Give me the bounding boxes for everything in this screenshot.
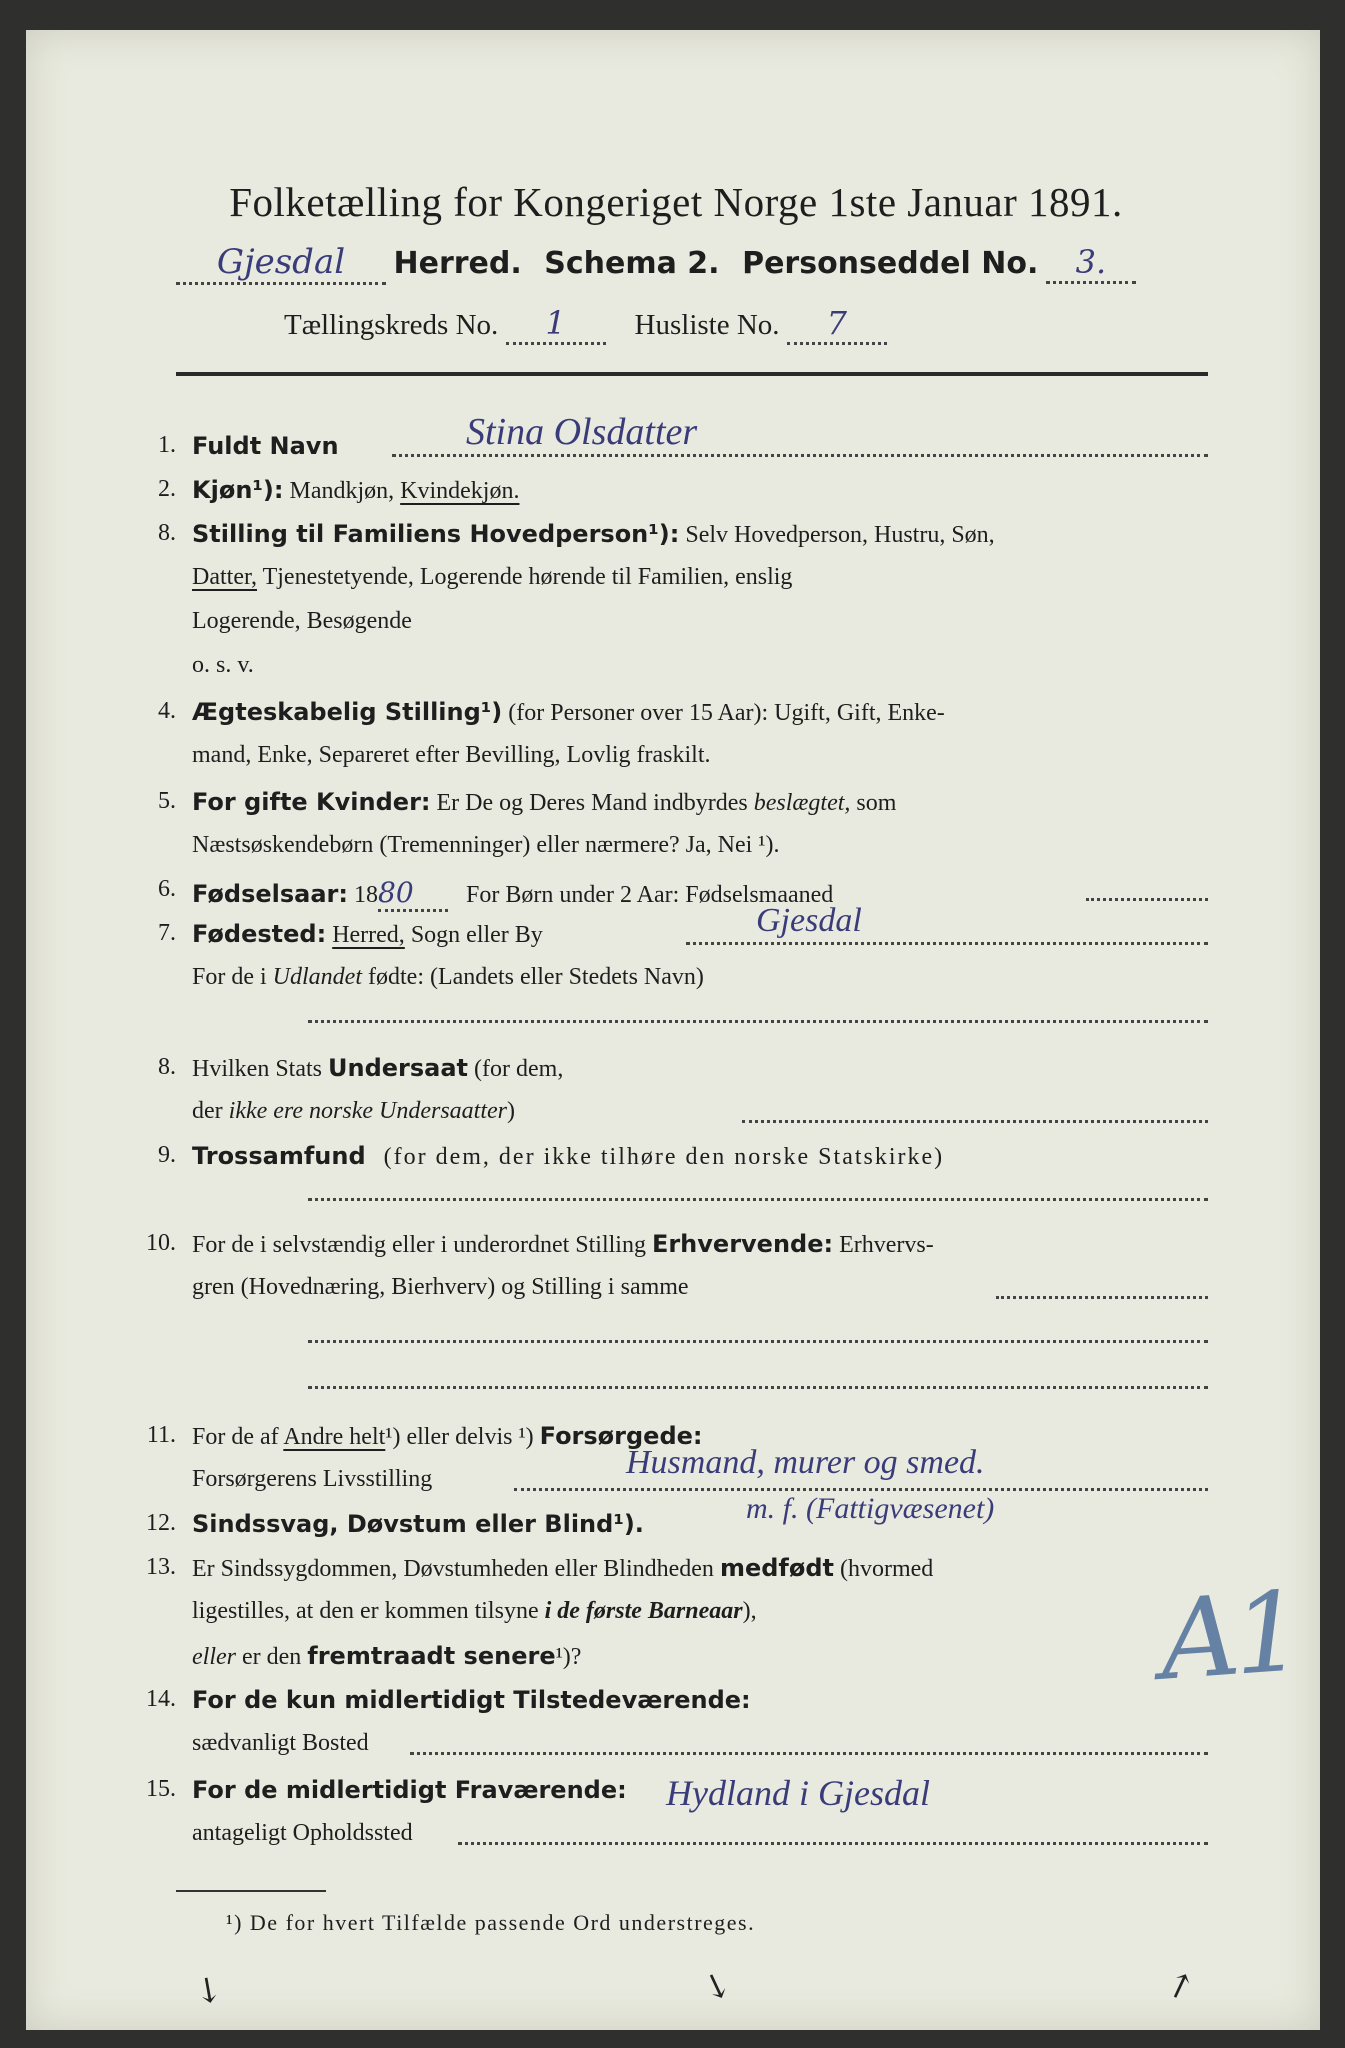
- field-9-number: 9.: [158, 1142, 176, 1168]
- field-7-line-2b: Udlandet: [272, 964, 362, 990]
- datter-underlined: Datter,: [192, 564, 258, 590]
- field-7-line-2a: For de i: [192, 964, 267, 990]
- husliste-value: 7: [787, 304, 887, 345]
- herred-underlined: Herred,: [332, 922, 405, 948]
- field-13-line-3a: eller: [192, 1644, 236, 1670]
- mandkjon: Mandkjøn,: [289, 478, 395, 504]
- field-7-number: 7.: [158, 920, 176, 946]
- full-name-value: Stina Olsdatter: [466, 411, 698, 453]
- field-6-number: 6.: [158, 876, 176, 902]
- personseddel-value: 3.: [1046, 243, 1136, 284]
- field-10-dotline-1: [996, 1296, 1208, 1299]
- header-line-1: [176, 242, 1136, 285]
- field-4-line-1: (for Personer over 15 Aar): Ugift, Gift, Enke-: [508, 700, 945, 726]
- field-8-number: 8.: [158, 1054, 176, 1080]
- provider-occupation-value: Husmand, murer og smed.: [626, 1444, 985, 1481]
- field-8-line-1c: (for dem,: [474, 1056, 564, 1082]
- footnote-rule: [176, 1890, 326, 1892]
- herred-value: Gjesdal: [176, 242, 386, 285]
- field-12-number: 12.: [146, 1510, 176, 1536]
- header-rule: [176, 372, 1208, 376]
- field-10-line-2: gren (Hovednæring, Bierhverv) og Stilling i samme: [192, 1274, 689, 1300]
- census-form-sheet: Folketælling for Kongeriget Norge 1ste Januar 1891. Gjesdal Herred. Schema 2. Personseddel No. 3. Tællingskreds No. 1 Husliste No. 7 1. Fuldt Navn Stina Olsdatter 2. Kjøn¹): Mandkjøn, Kvindekjøn. 8. Stilling til Familiens Hovedperson¹): Selv Hovedperson, Hustru, Søn, Datter, Tjenestetyende, Logerende hørende til Familien, enslig Logerende, Besøgende o. s. v. 4. Ægteskabelig Stilling¹) (for Personer over 15 Aar): Ugift, Gift, Enke- mand, Enke, Separeret efter Bevilling, Lovlig fraskilt. 5. For gifte Kvinder: Er De og Deres Mand indbyrdes beslægtet, som Næstsøskendebørn (Tremenninger) eller nærmere? Ja, Nei ¹). 6. Fødselsaar: 1880 For Børn under 2 Aar: Fødselsmaaned 7. Fødested: Herred, Sogn eller By Gjesdal For de i Udlandet fødte: (Landets eller Stedets Navn) 8. Hvilken Stats Undersaat (for dem, der ikke ere norske Undersaatter) 9. Trossamfund (for dem, der ikke tilhøre den norske Statskirke) 10. For de i selvstændig eller i underordnet Stilling Erhvervende: Erhvervs- gren (Hovednæring, Bierhverv) og Stilling i samme 11. For de af Andre helt¹) eller delvis ¹) Forsørgede: Forsørgerens Livsstilling Husmand, murer og smed. 12. Sindssvag, Døvstum eller Blind¹). m. f. (Fattigvæsenet) 13. Er Sindssygdommen, Døvstumheden eller Blindheden medfødt (hvormed ligestilles, at den er kommen tilsyne i de første Barneaar), eller er den fremtraadt senere¹)? 14. For de kun midlertidigt Tilstedeværende: sædvanligt Bosted 15. For de midlertidigt Fraværende: antageligt Opholdssted Hydland i Gjesdal ¹) De for hvert Tilfælde passende Ord understreges. A1 ↘ ↘ ↗: [26, 30, 1320, 2030]
- field-6-label: Fødselsaar:: [192, 880, 348, 908]
- field-13-line-2b: i de første Barneaar: [544, 1598, 743, 1624]
- field-1-label: Fuldt Navn: [192, 432, 339, 460]
- field-3-label: Stilling til Familiens Hovedperson¹):: [192, 520, 680, 548]
- field-3-line-4: o. s. v.: [192, 652, 254, 678]
- birth-year-prefix: 18: [354, 882, 378, 908]
- field-5-label: For gifte Kvinder:: [192, 788, 431, 816]
- field-9-label: Trossamfund: [192, 1142, 366, 1170]
- field-6-text: For Børn under 2 Aar: Fødselsmaaned: [466, 882, 834, 908]
- field-3-line-2-text: Tjenestetyende, Logerende hørende til Familien, enslig: [262, 564, 793, 590]
- field-14-dotline: [410, 1752, 1208, 1755]
- field-11-line-1c: ¹) eller delvis ¹): [385, 1424, 534, 1450]
- field-15-number: 15.: [146, 1776, 176, 1802]
- field-7-line-2: [192, 964, 704, 991]
- husliste-label: Husliste No.: [634, 309, 780, 341]
- birth-year-value: 80: [378, 876, 448, 912]
- field-8-line-2b: ikke ere norske Undersaatter: [228, 1098, 508, 1124]
- field-15-line-2: antageligt Opholdssted: [192, 1820, 413, 1846]
- field-4-number: 4.: [158, 698, 176, 724]
- field-9-text: (for dem, der ikke tilhøre den norske Statskirke): [383, 1144, 945, 1170]
- residence-value: Hydland i Gjesdal: [666, 1773, 930, 1813]
- field-14-line-2: sædvanligt Bosted: [192, 1730, 369, 1756]
- field-8-line-1b: Undersaat: [328, 1054, 469, 1082]
- taellingskreds-label: Tællingskreds No.: [284, 309, 499, 341]
- form-title: Folketælling for Kongeriget Norge 1ste Januar 1891.: [229, 179, 1123, 225]
- field-1-dotline: [392, 454, 1208, 457]
- field-6-dotline: [1086, 898, 1208, 901]
- field-1-number: 1.: [158, 432, 176, 458]
- field-8-dotline: [742, 1120, 1208, 1123]
- field-13-line-1c: (hvormed: [839, 1556, 934, 1582]
- field-15-label: For de midlertidigt Fraværende:: [192, 1776, 627, 1804]
- field-10-line-1a: For de i selvstændig eller i underordnet Stilling: [192, 1232, 646, 1258]
- field-5-number: 5.: [158, 788, 176, 814]
- field-14-label: For de kun midlertidigt Tilstedeværende:: [192, 1686, 751, 1714]
- field-10-dotline-2: [308, 1340, 1208, 1343]
- corner-mark-left: ↘: [185, 1965, 232, 2015]
- field-3-number: 8.: [158, 520, 176, 546]
- herred-label: Herred.: [393, 246, 522, 281]
- field-13-line-3: [192, 1642, 581, 1671]
- field-13-line-3b: er den: [241, 1644, 302, 1670]
- field-13-line-1b: medfødt: [719, 1554, 834, 1582]
- field-3-line-1: Selv Hovedperson, Hustru, Søn,: [685, 522, 995, 548]
- field-5-line-1a: Er De og Deres Mand indbyrdes: [436, 790, 748, 816]
- field-14-number: 14.: [146, 1686, 176, 1712]
- field-2-number: 2.: [158, 476, 176, 502]
- birthplace-value: Gjesdal: [756, 902, 862, 939]
- field-15-dotline: [458, 1842, 1208, 1845]
- field-7-dotline: [686, 942, 1208, 945]
- field-13-line-2: ligestilles, at den er kommen tilsyne i de første Barneaar),: [192, 1598, 757, 1624]
- corner-mark-right: ↗: [1160, 1962, 1201, 2010]
- schema-label: Schema 2.: [544, 246, 720, 281]
- taellingskreds-value: 1: [506, 304, 606, 345]
- field-13-line-1a: Er Sindssygdommen, Døvstumheden eller Blindheden: [192, 1556, 714, 1582]
- field-11-dotline: [514, 1488, 1208, 1491]
- field-10-line-1b: Erhvervende:: [651, 1230, 834, 1258]
- field-5-line-1c: som: [856, 790, 897, 816]
- field-7-line-2c: fødte: (Landets eller Stedets Navn): [368, 964, 704, 990]
- field-11-line-2: Forsørgerens Livsstilling: [192, 1466, 433, 1492]
- field-10-number: 10.: [146, 1230, 176, 1256]
- field-8-line-2a: der: [192, 1098, 223, 1124]
- field-13-number: 13.: [146, 1554, 176, 1580]
- field-10-dotline-3: [308, 1386, 1208, 1389]
- field-3-line-2: [192, 564, 792, 591]
- disability-value: m. f. (Fattigvæsenet): [746, 1492, 995, 1525]
- field-11-number: 11.: [146, 1422, 176, 1448]
- footnote: ¹) De for hvert Tilfælde passende Ord understreges.: [226, 1910, 756, 1935]
- corner-mark-center: ↘: [696, 1962, 737, 2010]
- field-11-line-1a: For de af: [192, 1424, 279, 1450]
- field-13-line-3c: fremtraadt senere: [307, 1642, 556, 1670]
- archive-stamp: A1: [1155, 1567, 1302, 1705]
- field-9-dotline: [308, 1198, 1208, 1201]
- field-3-line-3: Logerende, Besøgende: [192, 608, 412, 634]
- field-8-line-1a: Hvilken Stats: [192, 1056, 322, 1082]
- field-10-line-1c: Erhvervs-: [839, 1232, 934, 1258]
- field-5-line-2: Næstsøskendebørn (Tremenninger) eller nærmere? Ja, Nei ¹).: [192, 832, 780, 858]
- field-7-text: Sogn eller By: [410, 922, 543, 948]
- field-13-line-2a: ligestilles, at den er kommen tilsyne: [192, 1598, 539, 1624]
- personseddel-label: Personseddel No.: [742, 246, 1039, 281]
- header-line-2: [284, 304, 887, 345]
- field-7-blank-line: [308, 1020, 1208, 1023]
- field-5-line-1b: beslægtet,: [753, 790, 851, 816]
- field-12-label: Sindssvag, Døvstum eller Blind¹).: [192, 1510, 644, 1538]
- field-8-line-2: der ikke ere norske Undersaatter): [192, 1098, 516, 1124]
- field-2-label: Kjøn¹):: [192, 476, 284, 504]
- field-11-line-1d: Forsørgede:: [539, 1422, 703, 1450]
- field-4-line-2: mand, Enke, Separeret efter Bevilling, Lovlig fraskilt.: [192, 742, 711, 768]
- field-4-label: Ægteskabelig Stilling¹): [192, 698, 503, 726]
- andre-helt-underlined: Andre helt: [283, 1424, 386, 1450]
- field-13-line-3d: ¹)?: [555, 1644, 582, 1670]
- kvindekjon: Kvindekjøn.: [400, 478, 520, 504]
